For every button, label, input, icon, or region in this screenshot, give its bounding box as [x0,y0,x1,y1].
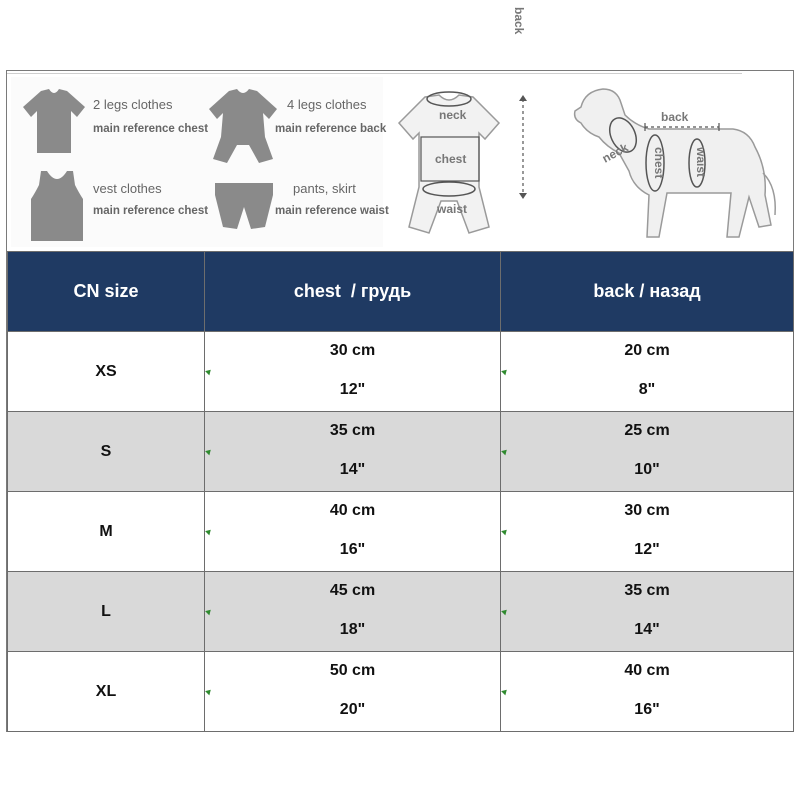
dog-chest-label: chest [652,147,666,179]
legend-title-4legs: 4 legs clothes [287,97,367,112]
chest-cell [205,412,501,492]
shirt-waist-label: waist [437,202,468,216]
table-row [8,492,794,572]
table-row [8,332,794,412]
corner-marker [205,448,213,456]
chest-inch: 14" [339,461,366,478]
chest-inch: 12" [339,381,366,398]
pants-icon [211,177,277,235]
header-cn-size: CN size [8,252,205,332]
table-row [8,572,794,652]
corner-marker [205,368,213,376]
header-back: back / назад [501,252,794,332]
shirt-neck-label: neck [439,108,467,122]
back-inch: 10" [634,461,660,478]
back-cell [501,332,794,412]
chest-inch: 16" [339,541,366,558]
chest-cell [205,332,501,412]
back-cm: 20 cm [624,342,670,359]
back-cm: 35 cm [624,582,670,599]
legend-title-vest: vest clothes [93,181,162,196]
vest-icon [29,169,85,243]
dog-waist-label: waist [694,147,708,178]
corner-marker [501,368,509,376]
size-cell: XL [8,652,205,732]
back-cell [501,492,794,572]
corner-marker [205,688,213,696]
chest-inch: 18" [339,621,366,638]
legend-title-pants: pants, skirt [293,181,356,196]
dog-back-label: back [661,110,689,124]
size-cell: L [8,572,205,652]
legend-sub-pants: main reference waist [275,205,389,217]
shirt-measurement-diagram [387,7,537,247]
back-cm: 25 cm [624,422,670,439]
divider [7,73,742,74]
size-cell: M [8,492,205,572]
back-cell [501,572,794,652]
back-cm: 30 cm [624,502,670,519]
table-row [8,412,794,492]
legend-sub-vest: main reference chest [93,205,209,217]
corner-marker [205,528,213,536]
size-cell: S [8,412,205,492]
measurement-guide [7,7,793,252]
chest-cm: 40 cm [329,502,376,519]
table-row [8,652,794,732]
chest-cm: 30 cm [329,342,376,359]
shirt-chest-label: chest [435,152,467,166]
back-inch: 12" [634,541,660,558]
chest-cell [205,652,501,732]
back-cell [501,412,794,492]
shirt-back-label: back [512,7,526,35]
dog-neck-label: neck [599,140,631,166]
corner-marker [501,608,509,616]
header-chest: chest / грудь [205,252,501,332]
back-inch: 8" [638,381,656,398]
size-cell: XS [8,332,205,412]
chest-cm: 35 cm [329,422,376,439]
chest-inch: 20" [339,701,366,718]
corner-marker [501,688,509,696]
back-inch: 14" [634,621,660,638]
legend-title-2legs: 2 legs clothes [93,97,173,112]
jumpsuit-icon [207,85,279,165]
chest-cell [205,572,501,652]
back-inch: 16" [634,701,660,718]
size-table [7,251,794,732]
back-cell [501,652,794,732]
back-cm: 40 cm [624,662,670,679]
corner-marker [501,528,509,536]
legend-sub-4legs: main reference back [275,123,387,135]
clothing-type-legend [11,77,389,247]
dog-measurement-diagram [563,77,789,247]
chest-cell [205,492,501,572]
chest-cm: 45 cm [329,582,376,599]
table-header-row [8,252,794,332]
corner-marker [501,448,509,456]
corner-marker [205,608,213,616]
tshirt-icon [21,85,87,155]
chest-cm: 50 cm [329,662,376,679]
legend-sub-2legs: main reference chest [93,123,209,135]
size-chart [6,7,794,732]
